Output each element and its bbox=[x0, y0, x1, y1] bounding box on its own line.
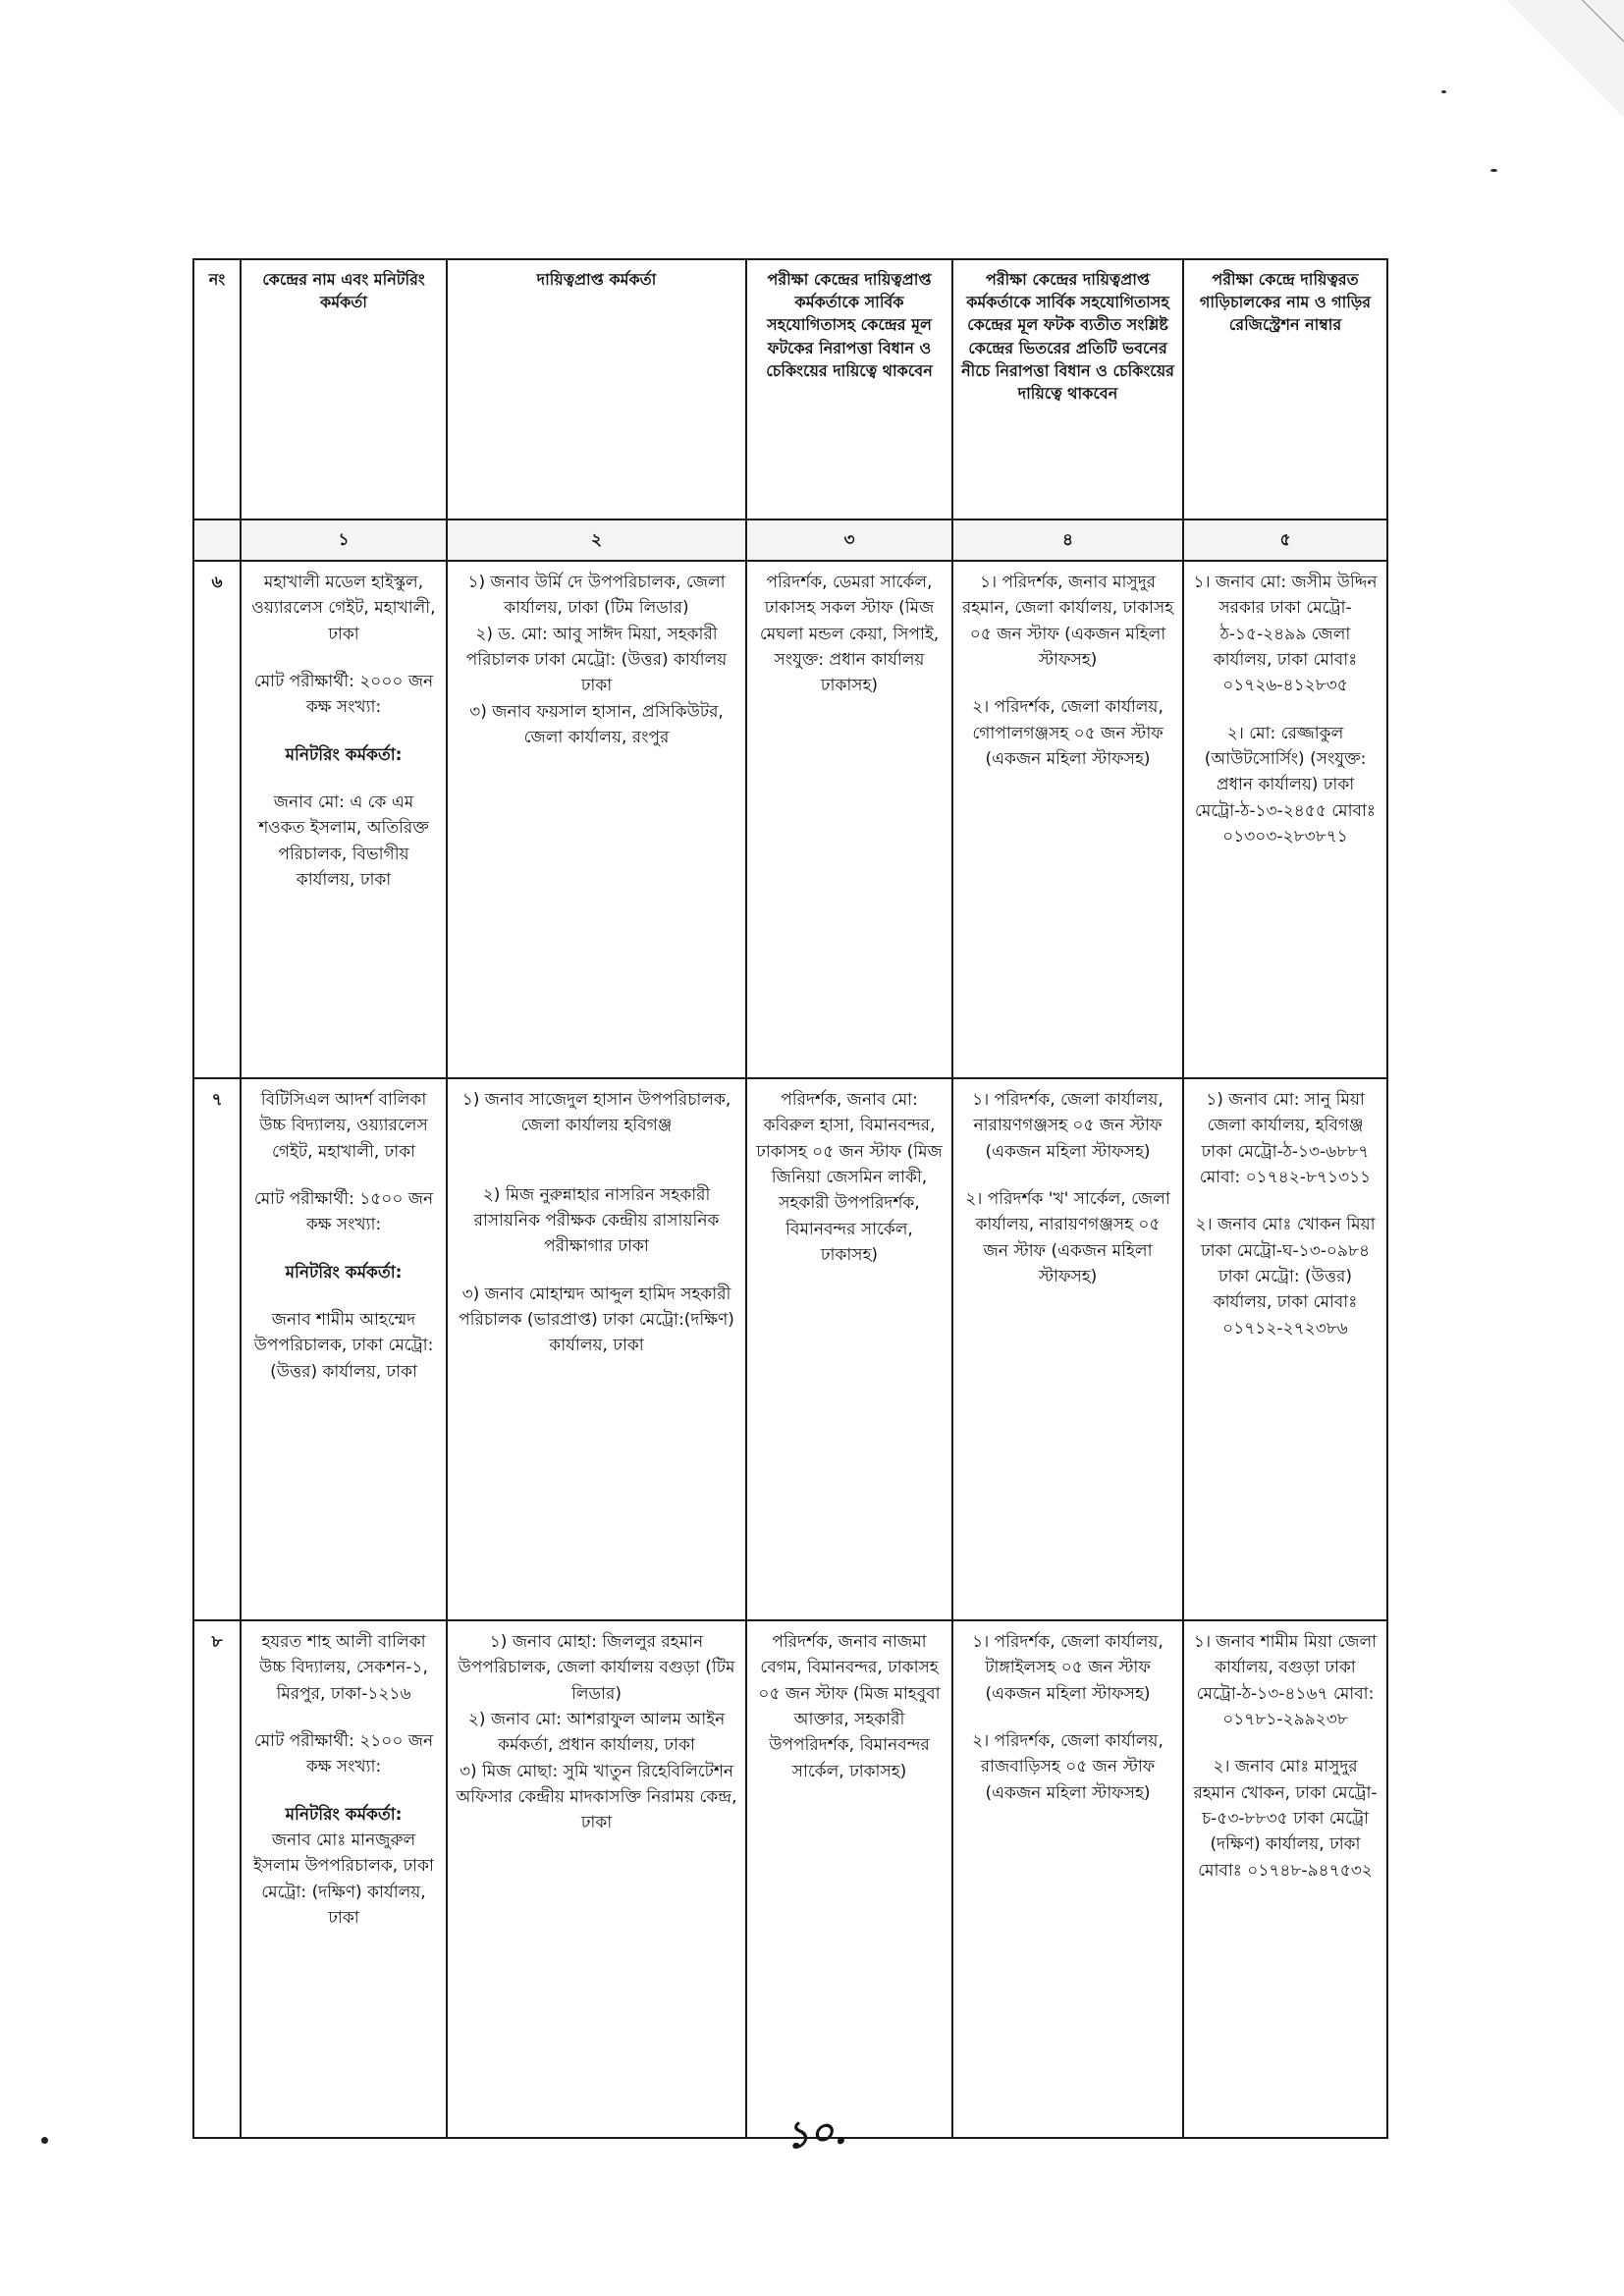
center-cell bbox=[241, 1620, 447, 2138]
main-gate-cell: পরিদর্শক, জনাব মো: কবিরুল হাসা, বিমানবন্দর, ঢাকাসহ ০৫ জন স্টাফ (মিজ জিনিয়া জেসমিন লাকী, সহকারী উপপরিদর্শক, বিমানবন্দর সার্কেল, ঢাকাসহ) bbox=[746, 1078, 952, 1620]
main-gate-cell: পরিদর্শক, জনাব নাজমা বেগম, বিমানবন্দর, ঢাকাসহ ০৫ জন স্টাফ (মিজ মাহবুবা আক্তার, সহকারী উপপরিদর্শক, বিমানবন্দর সার্কেল, ঢাকাসহ) bbox=[746, 1620, 952, 2138]
scan-speck bbox=[1490, 169, 1497, 172]
driver-entry: ১। জনাব মো: জসীম উদ্দিন সরকার ঢাকা মেট্রো-ঠ-১৫-২৪৯৯ জেলা কার্যালয়, ঢাকা মোবাঃ ০১৭২৬-৪১২৮৩৫ bbox=[1193, 573, 1378, 696]
table-row bbox=[193, 561, 1387, 1078]
center-name: বিটিসিএল আদর্শ বালিকা উচ্চ বিদ্যালয়, ওয়্যারলেস গেইট, মহাখালী, ঢাকা bbox=[259, 1090, 428, 1162]
column-number: ৪ bbox=[952, 519, 1183, 561]
inside-staff-entry: ২। পরিদর্শক, জেলা কার্যালয়, রাজবাড়িসহ ০৫ জন স্টাফ (একজন মহিলা স্টাফসহ) bbox=[972, 1731, 1164, 1803]
driver-cell bbox=[1183, 561, 1387, 1078]
inside-staff-entry: ১। পরিদর্শক, জেলা কার্যালয়, নারায়ণগঞ্জসহ ০৫ জন স্টাফ (একজন মহিলা স্টাফসহ) bbox=[972, 1090, 1164, 1162]
center-cell bbox=[241, 561, 447, 1078]
driver-entry: ২। জনাব মোঃ খোকন মিয়া ঢাকা মেট্রো-ঘ-১৩-০৯৮৪ ঢাকা মেট্রো: (উত্তর) কার্যালয়, ঢাকা মোবাঃ ০১৭১২-২৭২৩৮৬ bbox=[1195, 1215, 1376, 1339]
serial-cell: ৮ bbox=[193, 1620, 241, 2138]
officer-entry: ২) জনাব মো: আশরাফুল আলম আইন কর্মকর্তা, প্রধান কার্যালয়, ঢাকা bbox=[467, 1710, 726, 1756]
officer-entry: ৩) জনাব মোহাম্মদ আব্দুল হামিদ সহকারী পরিচালক (ভারপ্রাপ্ত) ঢাকা মেট্রো:(দক্ষিণ) কার্যালয়, ঢাকা bbox=[459, 1284, 734, 1356]
officer-entry: ৩) জনাব ফয়সাল হাসান, প্রসিকিউটর, জেলা কার্যালয়, রংপুর bbox=[469, 701, 724, 748]
duty-assignment-table-wrapper bbox=[192, 258, 1386, 2139]
column-number-empty-cell bbox=[193, 519, 241, 561]
column-number: ২ bbox=[447, 519, 746, 561]
column-number: ৫ bbox=[1183, 519, 1387, 561]
center-name: হযরত শাহ আলী বালিকা উচ্চ বিদ্যালয়, সেকশন-১, মিরপুর, ঢাকা-১২১৬ bbox=[259, 1632, 428, 1704]
officers-cell bbox=[447, 1078, 746, 1620]
officer-entry: ১) জনাব উর্মি দে উপপরিচালক, জেলা কার্যালয়, ঢাকা (টিম লিডার) bbox=[467, 573, 726, 619]
examinee-count: মোট পরীক্ষার্থী: ২০০০ জন bbox=[253, 672, 434, 692]
inside-staff-entry: ১। পরিদর্শক, জেলা কার্যালয়, টাঙ্গাইলসহ ০৫ জন স্টাফ (একজন মহিলা স্টাফসহ) bbox=[972, 1632, 1164, 1704]
column-number: ১ bbox=[241, 519, 447, 561]
center-header: কেন্দ্রের নাম এবং মনিটরিং কর্মকর্তা bbox=[241, 259, 447, 519]
driver-entry: ২। জনাব মোঃ মাসুদুর রহমান খোকন, ঢাকা মেট্রো-চ-৫৩-৮৮৩৫ ঢাকা মেট্রো (দক্ষিণ) কার্যালয়, ঢাকা মোবাঃ ০১৭৪৮-৯৪৭৫৩২ bbox=[1193, 1757, 1378, 1881]
center-name: মহাখালী মডেল হাইস্কুল, ওয়্যারলেস গেইট, মহাখালী, ঢাকা bbox=[251, 573, 436, 644]
room-count: কক্ষ সংখ্যা: bbox=[305, 1215, 382, 1235]
serial-cell: ৬ bbox=[193, 561, 241, 1078]
main-gate-cell: পরিদর্শক, ডেমরা সার্কেল, ঢাকাসহ সকল স্টাফ (মিজ মেঘলা মন্ডল কেয়া, সিপাই, সংযুক্ত: প্রধান কার্যালয় ঢাকাসহ) bbox=[746, 561, 952, 1078]
inside-security-cell bbox=[952, 561, 1183, 1078]
monitoring-officer-label: মনিটরিং কর্মকর্তা: bbox=[285, 744, 403, 765]
inside-staff-entry: ২। পরিদর্শক, জেলা কার্যালয়, গোপালগঞ্জসহ ০৫ জন স্টাফ (একজন মহিলা স্টাফসহ) bbox=[972, 697, 1164, 770]
scan-speck bbox=[1441, 90, 1446, 93]
scan-speck bbox=[41, 2137, 48, 2144]
duty-assignment-table bbox=[192, 258, 1388, 2139]
officer-entry: ১) জনাব সাজেদুল হাসান উপপরিচালক, জেলা কার্যালয় হবিগঞ্জ bbox=[461, 1090, 731, 1136]
monitoring-officer-label: মনিটরিং কর্মকর্তা: bbox=[285, 1262, 403, 1283]
table-row bbox=[193, 1078, 1387, 1620]
officer-entry: ৩) মিজ মোছা: সুমি খাতুন রিহেবিলিটেশন অফিসার কেন্দ্রীয় মাদকাসক্তি নিরাময় কেন্দ্র, ঢাকা bbox=[456, 1761, 737, 1833]
driver-header: পরীক্ষা কেন্দ্রে দায়িত্বরত গাড়িচালকের নাম ও গাড়ির রেজিস্ট্রেশন নাম্বার bbox=[1183, 259, 1387, 519]
examinee-count: মোট পরীক্ষার্থী: ১৫০০ জন bbox=[253, 1189, 434, 1210]
examinee-count: মোট পরীক্ষার্থী: ২১০০ জন bbox=[253, 1731, 434, 1752]
header-row bbox=[193, 259, 1387, 519]
officer-entry: ২) ড. মো: আবু সাঈদ মিয়া, সহকারী পরিচালক ঢাকা মেট্রো: (উত্তর) কার্যালয় ঢাকা bbox=[465, 624, 728, 696]
serial-header: নং bbox=[193, 259, 241, 519]
monitoring-officer: জনাব শামীম আহম্মেদ উপপরিচালক, ঢাকা মেট্রো: (উত্তর) কার্যালয়, ঢাকা bbox=[253, 1310, 434, 1382]
room-count: কক্ষ সংখ্যা: bbox=[305, 1757, 382, 1777]
room-count: কক্ষ সংখ্যা: bbox=[305, 697, 382, 718]
inside-security-cell bbox=[952, 1620, 1183, 2138]
inside-staff-entry: ২। পরিদর্শক 'খ' সার্কেল, জেলা কার্যালয়, নারায়ণগঞ্জসহ ০৫ জন স্টাফ (একজন মহিলা স্টাফসহ) bbox=[965, 1189, 1170, 1287]
column-number-row bbox=[193, 519, 1387, 561]
monitoring-officer: জনাব মোঃ মানজুরুল ইসলাম উপপরিচালক, ঢাকা মেট্রো: (দক্ষিণ) কার্যালয়, ঢাকা bbox=[253, 1831, 434, 1929]
center-cell bbox=[241, 1078, 447, 1620]
driver-entry: ১। জনাব শামীম মিয়া জেলা কার্যালয়, বগুড়া ঢাকা মেট্রো-ঠ-১৩-৪১৬৭ মোবা: ০১৭৮১-২৯৯২৩৮ bbox=[1193, 1632, 1378, 1730]
officer-entry: ২) মিজ নুরুন্নাহার নাসরিন সহকারী রাসায়নিক পরীক্ষক কেন্দ্রীয় রাসায়নিক পরীক্ষাগার ঢাকা bbox=[473, 1184, 720, 1257]
monitoring-officer: জনাব মো: এ কে এম শওকত ইসলাম, অতিরিক্ত পরিচালক, বিভাগীয় কার্যালয়, ঢাকা bbox=[258, 793, 429, 891]
table-row bbox=[193, 1620, 1387, 2138]
officers-cell bbox=[447, 561, 746, 1078]
officer-entry: ১) জনাব মোহা: জিললুর রহমান উপপরিচালক, জেলা কার্যালয় বগুড়া (টিম লিডার) bbox=[458, 1632, 735, 1704]
driver-cell bbox=[1183, 1620, 1387, 2138]
main-gate-header: পরীক্ষা কেন্দ্রের দায়িত্বপ্রাপ্ত কর্মকর্তাকে সার্বিক সহযোগিতাসহ কেন্দ্রের মূল ফটকের নিরাপত্তা বিধান ও চেকিংয়ের দায়িত্বে থাকবেন bbox=[746, 259, 952, 519]
page-number: ১০. bbox=[783, 2107, 849, 2158]
monitoring-officer-label: মনিটরিং কর্মকর্তা: bbox=[285, 1804, 403, 1825]
officer-header: দায়িত্বপ্রাপ্ত কর্মকর্তা bbox=[447, 259, 746, 519]
inside-staff-entry: ১। পরিদর্শক, জনাব মাসুদুর রহমান, জেলা কার্যালয়, ঢাকাসহ ০৫ জন স্টাফ (একজন মহিলা স্টাফসহ) bbox=[961, 573, 1174, 671]
scan-corner-fold bbox=[1506, 0, 1624, 118]
driver-cell bbox=[1183, 1078, 1387, 1620]
inside-security-header: পরীক্ষা কেন্দ্রের দায়িত্বপ্রাপ্ত কর্মকর্তাকে সার্বিক সহযোগিতাসহ কেন্দ্রের মূল ফটক ব্যতীত সংশ্লিষ্ট কেন্দ্রের ভিতরের প্রতিটি ভবনের নীচে নিরাপত্তা বিধান ও চেকিংয়ের দায়িত্বে থাকবেন bbox=[952, 259, 1183, 519]
serial-cell: ৭ bbox=[193, 1078, 241, 1620]
officers-cell bbox=[447, 1620, 746, 2138]
driver-entry: ২। মো: রেজ্জাকুল (আউটসোর্সিং) (সংযুক্ত: প্রধান কার্যালয়) ঢাকা মেট্রো-ঠ-১৩-২৪৫৫ মোবাঃ ০১৩০৩-২৮৩৮৭১ bbox=[1194, 723, 1376, 847]
inside-security-cell bbox=[952, 1078, 1183, 1620]
column-number: ৩ bbox=[746, 519, 952, 561]
driver-entry: ১) জনাব মো: সানু মিয়া জেলা কার্যালয়, হবিগঞ্জ ঢাকা মেট্রো-ঠ-১৩-৬৮৮৭ মোবা: ০১৭৪২-৮৭১৩১১ bbox=[1199, 1090, 1372, 1188]
